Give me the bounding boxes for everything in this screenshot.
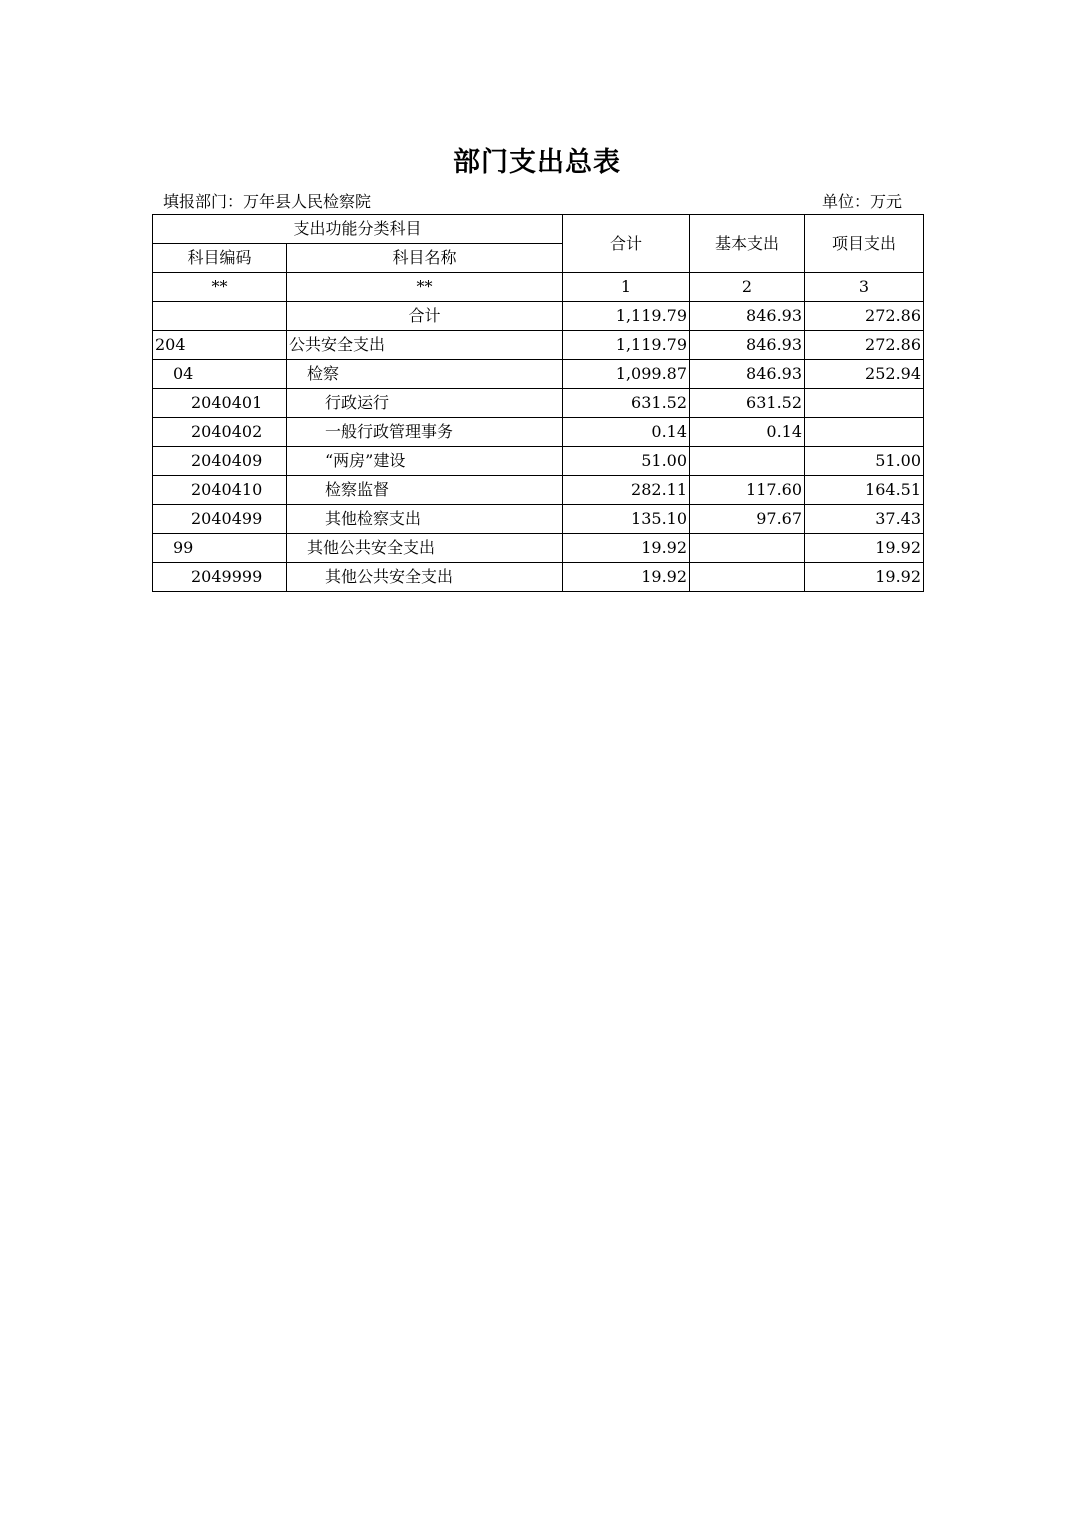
row-code: 99 (153, 534, 287, 563)
header-code: 科目编码 (153, 244, 287, 273)
row-name: 其他公共安全支出 (287, 534, 563, 563)
row-name: 检察 (287, 360, 563, 389)
row-project: 51.00 (805, 447, 924, 476)
row-project: 252.94 (805, 360, 924, 389)
table-row (153, 534, 924, 563)
index-row (153, 273, 924, 302)
row-basic: 97.67 (690, 505, 805, 534)
row-total: 282.11 (563, 476, 690, 505)
row-code: 2040410 (153, 476, 287, 505)
table-row (153, 302, 924, 331)
row-project: 272.86 (805, 302, 924, 331)
row-total: 19.92 (563, 563, 690, 592)
row-project: 37.43 (805, 505, 924, 534)
table-row (153, 418, 924, 447)
row-basic: 117.60 (690, 476, 805, 505)
row-code: 2040401 (153, 389, 287, 418)
row-total: 1,119.79 (563, 302, 690, 331)
row-project (805, 389, 924, 418)
row-basic (690, 447, 805, 476)
row-total: 1,119.79 (563, 331, 690, 360)
row-basic: 846.93 (690, 302, 805, 331)
row-total: 51.00 (563, 447, 690, 476)
row-name: 其他检察支出 (287, 505, 563, 534)
header-project: 项目支出 (805, 215, 924, 273)
row-code: 04 (153, 360, 287, 389)
row-project: 164.51 (805, 476, 924, 505)
row-project: 19.92 (805, 534, 924, 563)
table-row (153, 331, 924, 360)
fill-department: 填报部门：万年县人民检察院 (163, 192, 372, 211)
row-name: 合计 (287, 302, 563, 331)
index-project: 3 (805, 273, 924, 302)
table-row (153, 505, 924, 534)
row-code: 2040409 (153, 447, 287, 476)
row-code: 204 (153, 331, 287, 360)
header-total: 合计 (563, 215, 690, 273)
row-project: 19.92 (805, 563, 924, 592)
row-project (805, 418, 924, 447)
expenditure-table (152, 214, 924, 592)
header-basic: 基本支出 (690, 215, 805, 273)
table-row (153, 563, 924, 592)
table-row (153, 447, 924, 476)
header-row-1 (153, 215, 924, 244)
row-name: 公共安全支出 (287, 331, 563, 360)
index-basic: 2 (690, 273, 805, 302)
header-group: 支出功能分类科目 (153, 215, 563, 244)
index-code: ** (153, 273, 287, 302)
row-name: 一般行政管理事务 (287, 418, 563, 447)
row-name: “两房”建设 (287, 447, 563, 476)
table-row (153, 389, 924, 418)
table-row (153, 476, 924, 505)
row-name: 其他公共安全支出 (287, 563, 563, 592)
index-total: 1 (563, 273, 690, 302)
unit-label: 单位：万元 (822, 192, 903, 211)
row-total: 19.92 (563, 534, 690, 563)
row-basic: 631.52 (690, 389, 805, 418)
row-total: 631.52 (563, 389, 690, 418)
row-code (153, 302, 287, 331)
table-row (153, 360, 924, 389)
row-code: 2040402 (153, 418, 287, 447)
row-total: 1,099.87 (563, 360, 690, 389)
row-total: 135.10 (563, 505, 690, 534)
row-name: 行政运行 (287, 389, 563, 418)
row-basic (690, 563, 805, 592)
row-name: 检察监督 (287, 476, 563, 505)
row-total: 0.14 (563, 418, 690, 447)
page-title: 部门支出总表 (453, 147, 621, 178)
row-basic: 846.93 (690, 360, 805, 389)
row-basic (690, 534, 805, 563)
index-name: ** (287, 273, 563, 302)
header-name: 科目名称 (287, 244, 563, 273)
row-project: 272.86 (805, 331, 924, 360)
row-code: 2049999 (153, 563, 287, 592)
row-basic: 0.14 (690, 418, 805, 447)
row-basic: 846.93 (690, 331, 805, 360)
row-code: 2040499 (153, 505, 287, 534)
